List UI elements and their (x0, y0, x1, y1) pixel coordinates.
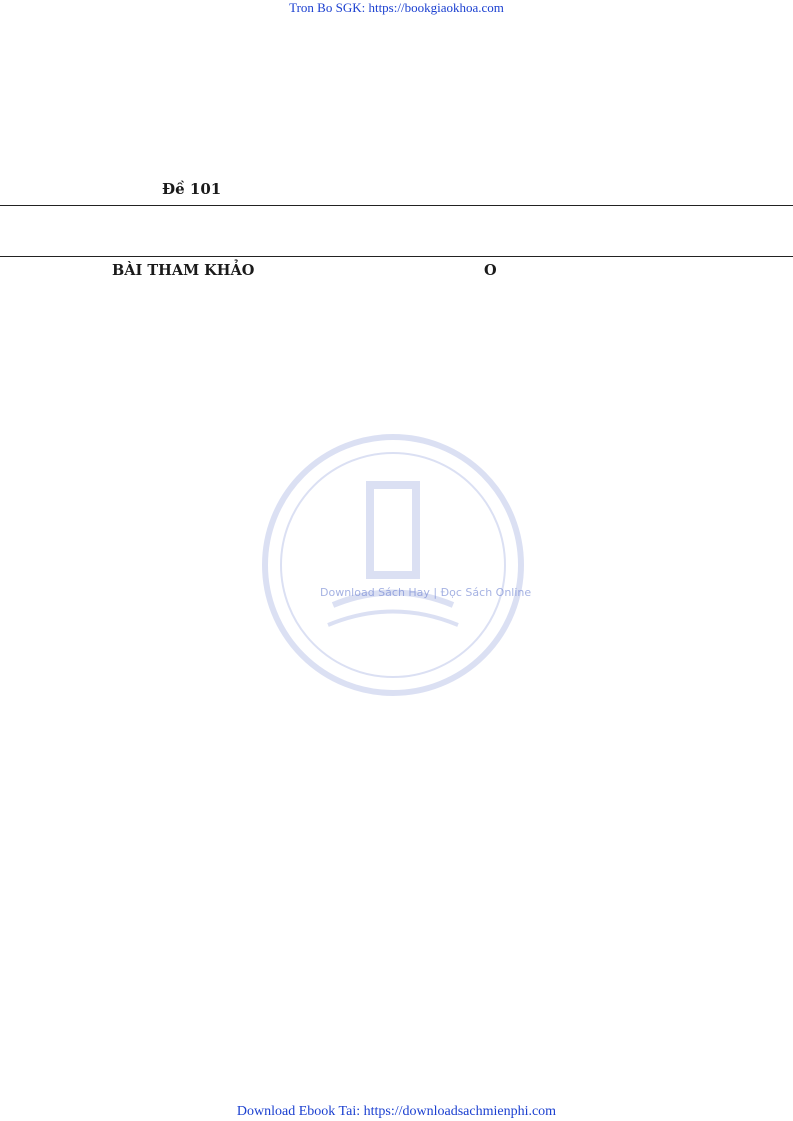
page-header-link[interactable]: Tron Bo SGK: https://bookgiaokhoa.com (289, 0, 504, 15)
page-footer-link[interactable]: Download Ebook Tai: https://downloadsachmienphi.com (236, 1104, 557, 1119)
reference-mark: O (484, 262, 497, 279)
watermark-book-icon (258, 430, 528, 700)
section-rule-bottom (0, 256, 793, 257)
section-title: Đề 101 (162, 180, 222, 198)
watermark-text: Download Sách Hay | Đọc Sách Online (320, 586, 532, 599)
reference-title: BÀI THAM KHẢO (112, 262, 255, 279)
section-rule-top (0, 205, 793, 206)
